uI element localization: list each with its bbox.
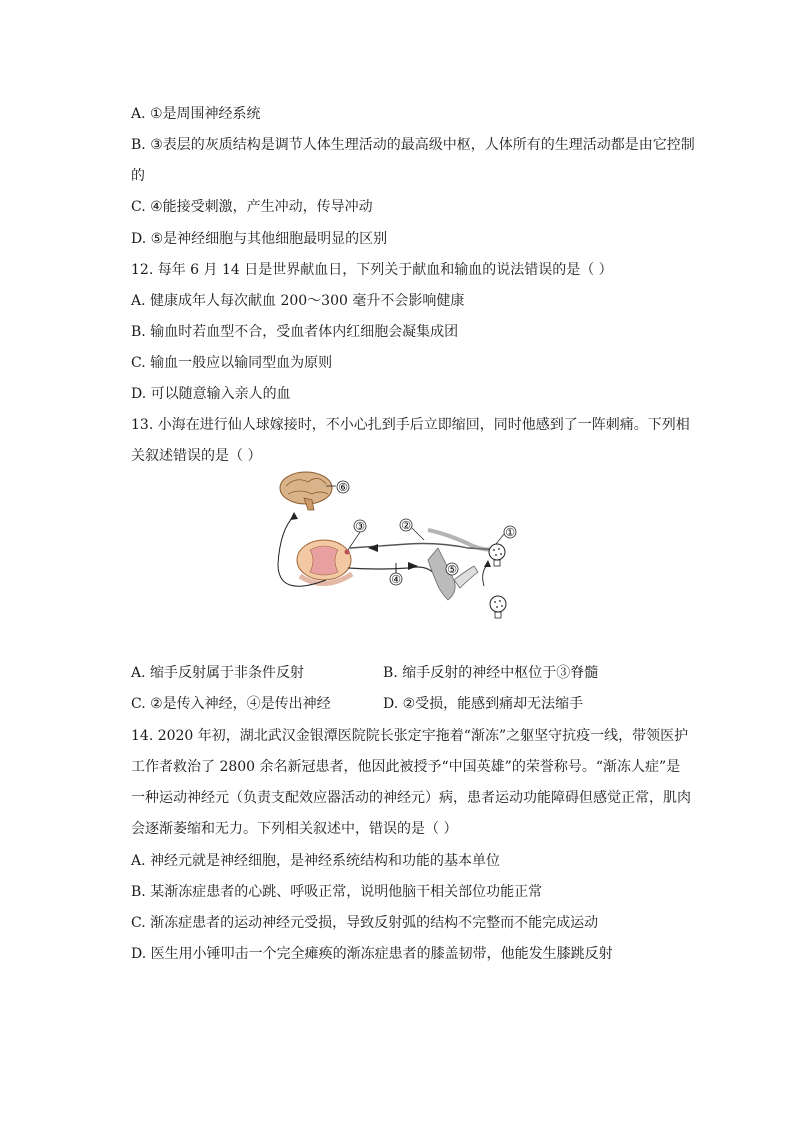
q13-option-a: A. 缩手反射属于非条件反射	[131, 665, 305, 681]
q12-option-c: C. 输血一般应以输同型血为原则	[131, 355, 333, 371]
q14-stem-line2: 工作者救治了 2800 余名新冠患者，他因此被授予“中国英雄”的荣誉称号。“渐冻人症”是	[131, 759, 681, 775]
q11-option-d: D. ⑤是神经细胞与其他细胞最明显的区别	[131, 231, 388, 247]
q14-option-d: D. 医生用小锤叩击一个完全瘫痪的渐冻症患者的膝盖韧带，他能发生膝跳反射	[131, 946, 613, 962]
cactus-top	[489, 544, 505, 566]
q12-option-d: D. 可以随意输入亲人的血	[131, 386, 291, 402]
q14-option-c: C. 渐冻症患者的运动神经元受损，导致反射弧的结构不完整而不能完成运动	[131, 915, 599, 931]
label-2: ②	[401, 519, 411, 532]
label-5: ⑤	[447, 563, 457, 576]
q13-option-c: C. ②是传入神经，④是传出神经	[131, 696, 331, 712]
q11-option-b-line1: B. ③表层的灰质结构是调节人体生理活动的最高级中枢，人体所有的生理活动都是由它控制	[131, 137, 695, 153]
q13-stem-line2: 关叙述错误的是（ ）	[131, 448, 262, 464]
label-4: ④	[391, 573, 401, 586]
q12-option-a: A. 健康成年人每次献血 200～300 毫升不会影响健康	[131, 293, 465, 309]
q14-option-b: B. 某渐冻症患者的心跳、呼吸正常，说明他脑干相关部位功能正常	[131, 884, 543, 900]
q14-option-a: A. 神经元就是神经细胞，是神经系统结构和功能的基本单位	[131, 853, 501, 869]
q12-option-b: B. 输血时若血型不合，受血者体内红细胞会凝集成团	[131, 324, 459, 340]
spinal-cord-illustration	[297, 540, 352, 584]
label-1: ①	[505, 526, 515, 539]
q11-option-b-line2: 的	[131, 168, 145, 184]
q14-stem-line3: 一种运动神经元（负责支配效应器活动的神经元）病，患者运动功能障碍但感觉正常，肌肉	[131, 790, 691, 806]
q11-option-a: A. ①是周围神经系统	[131, 106, 261, 122]
cactus-bottom	[490, 596, 506, 618]
reflex-arc-figure	[268, 468, 528, 630]
brain-illustration	[280, 472, 332, 510]
q11-option-c: C. ④能接受刺激，产生冲动，传导冲动	[131, 199, 373, 215]
label-3: ③	[355, 520, 365, 533]
q14-stem-line1: 14. 2020 年初，湖北武汉金银潭医院院长张定宇拖着“渐冻”之躯坚守抗疫一线，带领医护	[131, 728, 689, 744]
q13-option-b: B. 缩手反射的神经中枢位于③脊髓	[383, 665, 599, 681]
q14-stem-line4: 会逐渐萎缩和无力。下列相关叙述中，错误的是（ ）	[131, 821, 458, 837]
q13-stem-line1: 13. 小海在进行仙人球嫁接时，不小心扎到手后立即缩回，同时他感到了一阵刺痛。下列相	[131, 417, 690, 433]
label-6: ⑥	[338, 481, 348, 494]
q12-stem: 12. 每年 6 月 14 日是世界献血日，下列关于献血和输血的说法错误的是（ ）	[131, 262, 613, 278]
q13-option-d: D. ②受损，能感到痛却无法缩手	[383, 696, 584, 712]
